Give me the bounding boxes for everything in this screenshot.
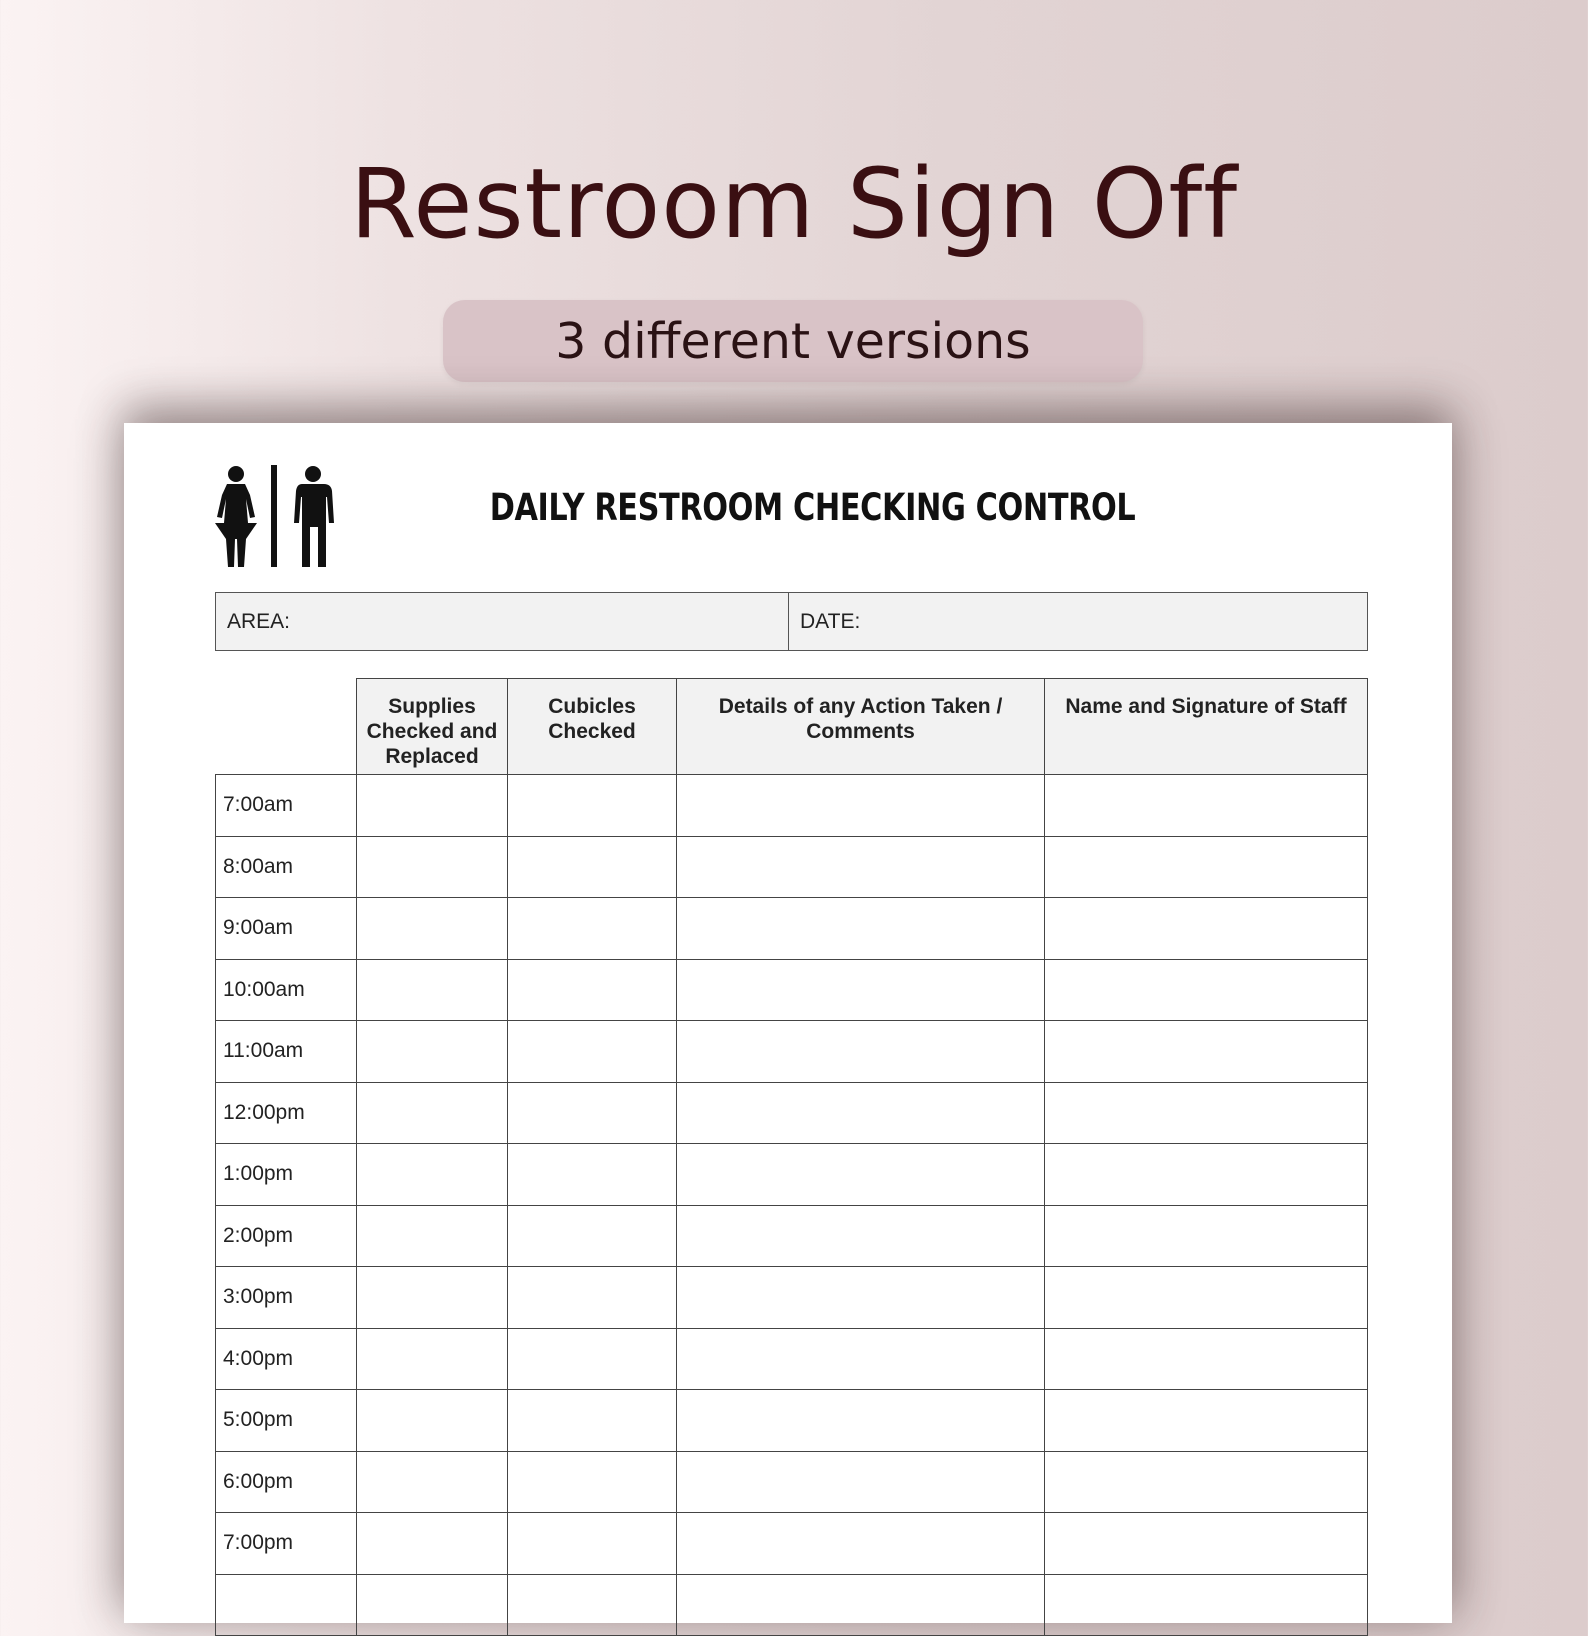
cubicles-cell[interactable] (508, 959, 677, 1021)
table-row (216, 836, 1368, 898)
signature-cell[interactable] (1045, 836, 1368, 898)
time-cell: 10:00am (216, 959, 357, 1021)
table-header-row (216, 679, 1368, 775)
time-cell: 8:00am (216, 836, 357, 898)
column-header-details: Details of any Action Taken / Comments (677, 679, 1045, 775)
supplies-cell[interactable] (357, 1144, 508, 1206)
time-cell: 7:00pm (216, 1513, 357, 1575)
time-cell: 12:00pm (216, 1082, 357, 1144)
signature-cell[interactable] (1045, 1513, 1368, 1575)
area-field[interactable] (216, 593, 789, 650)
signature-cell[interactable] (1045, 1574, 1368, 1636)
sheet-title: DAILY RESTROOM CHECKING CONTROL (489, 486, 1136, 529)
column-header-signature: Name and Signature of Staff (1045, 679, 1368, 775)
details-cell[interactable] (677, 1267, 1045, 1329)
cubicles-cell[interactable] (508, 1390, 677, 1452)
cubicles-cell[interactable] (508, 1082, 677, 1144)
column-header-supplies: Supplies Checked and Replaced (357, 679, 508, 775)
table-row (216, 1082, 1368, 1144)
supplies-cell[interactable] (357, 1574, 508, 1636)
table-row (216, 898, 1368, 960)
time-column-header (216, 679, 357, 775)
supplies-cell[interactable] (357, 1021, 508, 1083)
column-header-cubicles: Cubicles Checked (508, 679, 677, 775)
date-field[interactable] (789, 593, 1367, 650)
details-cell[interactable] (677, 1328, 1045, 1390)
page-title: Restroom Sign Off (349, 148, 1239, 260)
time-cell: 4:00pm (216, 1328, 357, 1390)
cubicles-cell[interactable] (508, 1144, 677, 1206)
details-cell[interactable] (677, 1574, 1045, 1636)
cubicles-cell[interactable] (508, 1513, 677, 1575)
time-cell (216, 1574, 357, 1636)
signature-cell[interactable] (1045, 1144, 1368, 1206)
supplies-cell[interactable] (357, 959, 508, 1021)
details-cell[interactable] (677, 836, 1045, 898)
cubicles-cell[interactable] (508, 1267, 677, 1329)
cubicles-cell[interactable] (508, 1021, 677, 1083)
table-row (216, 1267, 1368, 1329)
cubicles-cell[interactable] (508, 898, 677, 960)
checking-table (215, 678, 1368, 1636)
cubicles-cell[interactable] (508, 1205, 677, 1267)
details-cell[interactable] (677, 1451, 1045, 1513)
time-cell: 2:00pm (216, 1205, 357, 1267)
area-label: AREA: (227, 609, 291, 633)
table-row (216, 1205, 1368, 1267)
supplies-cell[interactable] (357, 1451, 508, 1513)
time-cell: 9:00am (216, 898, 357, 960)
table-row (216, 775, 1368, 837)
signature-cell[interactable] (1045, 775, 1368, 837)
supplies-cell[interactable] (357, 1328, 508, 1390)
details-cell[interactable] (677, 1144, 1045, 1206)
details-cell[interactable] (677, 1390, 1045, 1452)
time-cell: 5:00pm (216, 1390, 357, 1452)
supplies-cell[interactable] (357, 1513, 508, 1575)
details-cell[interactable] (677, 1021, 1045, 1083)
supplies-cell[interactable] (357, 1205, 508, 1267)
checklist-sheet (124, 423, 1452, 1623)
versions-badge: 3 different versions (443, 300, 1143, 382)
signature-cell[interactable] (1045, 898, 1368, 960)
table-body (216, 775, 1368, 1636)
details-cell[interactable] (677, 1082, 1045, 1144)
signature-cell[interactable] (1045, 1451, 1368, 1513)
time-cell: 3:00pm (216, 1267, 357, 1329)
table-row (216, 1574, 1368, 1636)
signature-cell[interactable] (1045, 959, 1368, 1021)
date-label: DATE: (800, 609, 861, 633)
table-row (216, 959, 1368, 1021)
supplies-cell[interactable] (357, 1390, 508, 1452)
signature-cell[interactable] (1045, 1205, 1368, 1267)
details-cell[interactable] (677, 898, 1045, 960)
time-cell: 6:00pm (216, 1451, 357, 1513)
details-cell[interactable] (677, 775, 1045, 837)
time-cell: 1:00pm (216, 1144, 357, 1206)
time-cell: 7:00am (216, 775, 357, 837)
table-row (216, 1328, 1368, 1390)
details-cell[interactable] (677, 959, 1045, 1021)
details-cell[interactable] (677, 1513, 1045, 1575)
supplies-cell[interactable] (357, 1267, 508, 1329)
table-row (216, 1390, 1368, 1452)
table-row (216, 1451, 1368, 1513)
cubicles-cell[interactable] (508, 1451, 677, 1513)
table-row (216, 1021, 1368, 1083)
supplies-cell[interactable] (357, 1082, 508, 1144)
signature-cell[interactable] (1045, 1267, 1368, 1329)
cubicles-cell[interactable] (508, 775, 677, 837)
supplies-cell[interactable] (357, 836, 508, 898)
table-row (216, 1144, 1368, 1206)
supplies-cell[interactable] (357, 775, 508, 837)
supplies-cell[interactable] (357, 898, 508, 960)
signature-cell[interactable] (1045, 1082, 1368, 1144)
signature-cell[interactable] (1045, 1390, 1368, 1452)
table-row (216, 1513, 1368, 1575)
restroom-women-men-icon (210, 463, 340, 569)
time-cell: 11:00am (216, 1021, 357, 1083)
cubicles-cell[interactable] (508, 836, 677, 898)
details-cell[interactable] (677, 1205, 1045, 1267)
cubicles-cell[interactable] (508, 1328, 677, 1390)
cubicles-cell[interactable] (508, 1574, 677, 1636)
signature-cell[interactable] (1045, 1021, 1368, 1083)
signature-cell[interactable] (1045, 1328, 1368, 1390)
area-date-row (215, 592, 1368, 651)
